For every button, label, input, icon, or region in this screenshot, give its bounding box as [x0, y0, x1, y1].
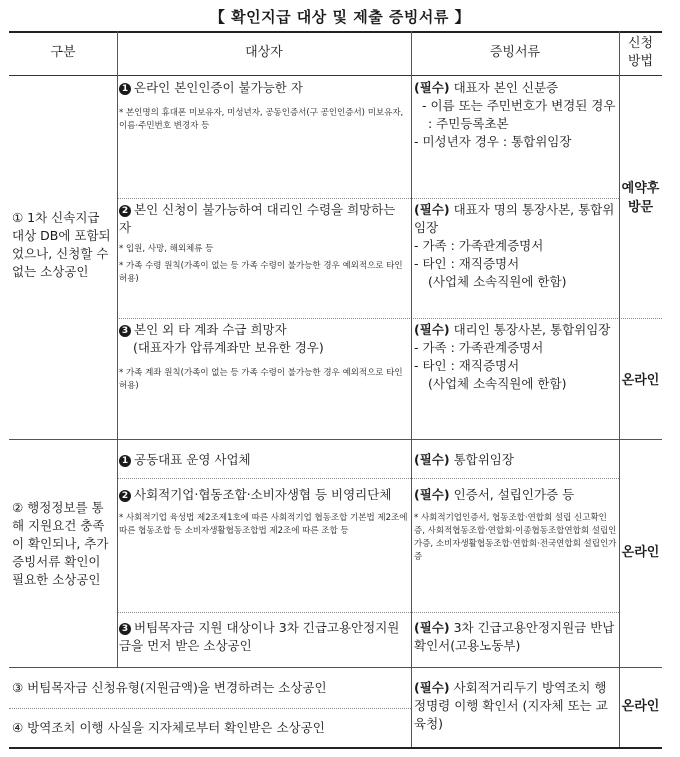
method-online: 온라인: [621, 373, 660, 388]
target-note: * 가족 계좌 원칙(가족이 없는 등 가족 수령이 불가능한 경우 예외적으로 타인 허용): [119, 368, 403, 391]
row-divider: [117, 478, 619, 479]
doc-note: * 사회적기업인증서, 협동조합‧연합회 설립 신고확인증, 사회적협동조합‧연합회‧이종협동조합연합회 설립인가증, 소비자생활협동조합‧연합회‧전국연합회 설립인가증: [414, 513, 617, 562]
target-subtitle: (대표자가 압류계좌만 보유한 경우): [133, 340, 324, 355]
doc-line: - 가족 : 가족관계증명서: [414, 238, 544, 253]
doc-main: 사회적거리두기 방역조치 행정명령 이행 확인서 (지자체 또는 교육청): [414, 680, 608, 731]
required-label: (필수): [414, 80, 450, 95]
group2-row1-target: [119, 451, 409, 469]
group1-row2-target: [119, 201, 409, 317]
target-title: 사회적기업‧협동조합‧소비자생협 등 비영리단체: [134, 487, 392, 502]
header-category: 구분: [50, 45, 76, 60]
doc-line: - 가족 : 가족관계증명서: [414, 340, 544, 355]
target-note: * 가족 수령 원칙(가족이 없는 등 가족 수령이 불가능한 경우 예외적으로 타인 허용): [119, 261, 403, 284]
evidence-table: [9, 31, 662, 749]
doc-line: (사업체 소속직원에 한함): [428, 274, 567, 289]
doc-line: - 미성년자 경우 : 통합위임장: [414, 134, 572, 149]
doc-main: 통합위임장: [453, 452, 514, 467]
target-title: 온라인 본인인증이 불가능한 자: [134, 80, 303, 95]
group3-row2-target: ④ 방역조치 이행 사실을 지자체로부터 확인받은 소상공인: [12, 720, 325, 735]
number-badge: 1: [119, 83, 131, 95]
group-divider: [9, 667, 662, 668]
row-divider: [117, 198, 619, 199]
group1-category: ① 1차 신속지급 대상 DB에 포함되었으나, 신청할 수 없는 소상공인: [12, 210, 111, 279]
method-online: 온라인: [621, 699, 660, 714]
required-label: (필수): [414, 202, 450, 217]
number-badge: 1: [119, 455, 131, 467]
required-label: (필수): [414, 322, 450, 337]
row-divider: [9, 708, 411, 709]
number-badge: 2: [119, 490, 131, 502]
doc-main: 대표자 본인 신분증: [453, 80, 559, 95]
group1-row2-docs: [414, 201, 617, 291]
page-title: 【 확인지급 대상 및 제출 증빙서류 】: [209, 8, 471, 26]
group1-row3-docs: [414, 321, 617, 393]
header-docs: 증빙서류: [489, 45, 541, 60]
required-label: (필수): [414, 487, 450, 502]
doc-line: - 타인 : 재직증명서: [414, 358, 520, 373]
target-title: 버팀목자금 지원 대상이나 3차 긴급고용안정지원금을 먼저 받은 소상공인: [119, 620, 400, 653]
number-badge: 2: [119, 205, 131, 217]
table-bottom-border: [9, 747, 662, 749]
group3-row1-target: ③ 버팀목자금 신청유형(지원금액)을 변경하려는 소상공인: [12, 680, 327, 695]
header-bottom-border: [9, 75, 662, 76]
group2-category: ② 행정정보를 통해 지원요건 충족이 확인되나, 추가 증빙서류 확인이 필요한 소상공인: [12, 500, 109, 587]
group1-row1-target: [119, 79, 409, 197]
doc-main: 인증서, 설립인가증 등: [453, 487, 575, 502]
group2-row2-docs: [414, 486, 617, 610]
col-divider: [411, 31, 412, 747]
group1-row3-target: [119, 321, 409, 438]
method-online: 온라인: [621, 545, 660, 560]
doc-line: - 이름 또는 주민번호가 변경된 경우 : 주민등록초본: [422, 98, 616, 131]
method-visit: 예약후 방문: [621, 181, 660, 215]
required-label: (필수): [414, 620, 450, 635]
target-title: 공동대표 운영 사업체: [134, 452, 251, 467]
doc-line: - 타인 : 재직증명서: [414, 256, 520, 271]
doc-main: 3차 긴급고용안정지원금 반납확인서(고용노동부): [414, 620, 615, 653]
header-target: 대상자: [245, 45, 283, 60]
required-label: (필수): [414, 452, 450, 467]
doc-line: (사업체 소속직원에 한함): [428, 376, 567, 391]
group2-row3-target: [119, 619, 409, 655]
target-note: * 입원, 사망, 해외체류 등: [119, 244, 214, 254]
col-divider: [117, 31, 118, 667]
group2-row3-docs: [414, 619, 617, 655]
group1-row1-docs: [414, 79, 617, 151]
doc-main: 대리인 통장사본, 통합위임장: [453, 322, 611, 337]
number-badge: 3: [119, 325, 131, 337]
group2-row2-target: [119, 486, 409, 610]
doc-main: 대표자 명의 통장사본, 통합위임장: [414, 202, 615, 235]
number-badge: 3: [119, 623, 131, 635]
row-divider: [117, 612, 619, 613]
target-note: * 본인명의 휴대폰 미보유자, 미성년자, 공동인증서(구 공인인증서) 미보유자, 이름‧주민번호 변경자 등: [119, 108, 404, 131]
target-title: 본인 신청이 불가능하여 대리인 수령을 희망하는 자: [119, 202, 396, 235]
group3-docs: [414, 679, 617, 733]
target-note: * 사회적기업 육성법 제2조제1호에 따른 사회적기업 협동조합 기본법 제2조에 따른 협동조합 등 소비자생활협동조합법 제2조에 따른 조합 등: [119, 513, 408, 536]
table-top-border: [9, 31, 662, 33]
required-label: (필수): [414, 680, 450, 695]
group2-row1-docs: [414, 451, 617, 469]
row-divider: [117, 318, 662, 319]
header-method: 신청 방법: [627, 36, 654, 69]
target-title: 본인 외 타 계좌 수급 희망자: [134, 322, 287, 337]
group-divider: [9, 439, 662, 440]
